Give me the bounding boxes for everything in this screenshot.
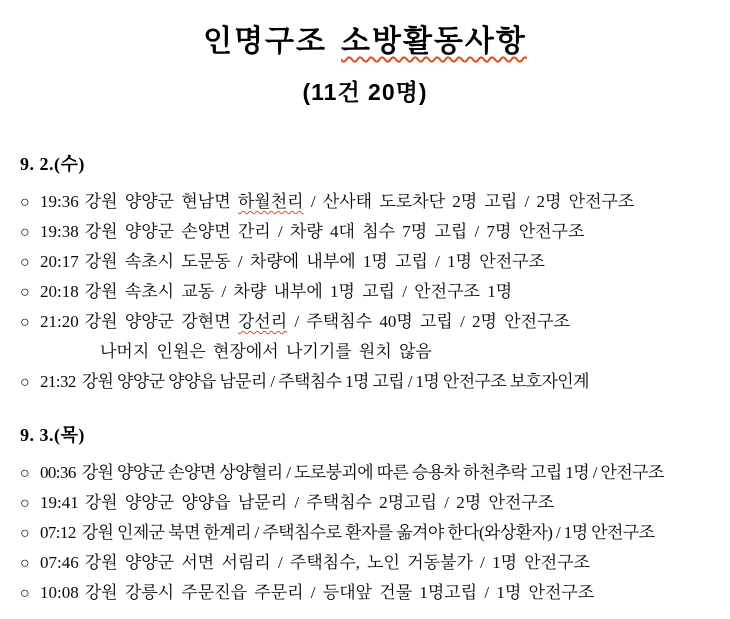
rescue-entry [20, 548, 712, 578]
circle-bullet: ○ [20, 495, 30, 512]
rescue-entry [20, 488, 712, 518]
entry-text: 강원 양양군 서면 서림리 / 주택침수, 노인 거동불가 / 1명 안전구조 [84, 553, 590, 572]
entry-time: 19:38 [40, 222, 79, 241]
entry-text: 강원 양양군 손양면 간리 / 차량 4대 침수 7명 고립 / 7명 안전구조 [84, 222, 585, 241]
entry-time: 21:32 [40, 372, 76, 391]
misspelled-place-name: 강선리 [237, 312, 288, 331]
entry-text: 강원 양양군 강현면 강선리 / 주택침수 40명 고립 / 2명 안전구조 [84, 312, 570, 331]
circle-bullet: ○ [20, 314, 30, 331]
case-person-count: (11건 20명) [302, 79, 428, 105]
circle-bullet: ○ [20, 284, 30, 301]
entry-time: 20:18 [40, 282, 79, 301]
entry-time: 20:17 [40, 252, 79, 271]
entry-text: 강원 속초시 교동 / 차량 내부에 1명 고립 / 안전구조 1명 [84, 282, 513, 301]
rescue-entry [20, 187, 712, 217]
circle-bullet: ○ [20, 374, 30, 391]
rescue-entry [20, 247, 712, 277]
entry-list [20, 187, 712, 397]
circle-bullet: ○ [20, 525, 30, 542]
entry-time: 19:41 [40, 493, 79, 512]
entry-text: 강원 양양군 현남면 하월천리 / 산사태 도로차단 2명 고립 / 2명 안전구조 [84, 192, 635, 211]
entry-text: 강원 속초시 도문동 / 차량에 내부에 1명 고립 / 1명 안전구조 [84, 252, 545, 271]
entry-text: 강원 인제군 북면 한계리 / 주택침수로 환자를 옮겨야 한다(와상환자) / 1명 안전구조 [81, 523, 655, 542]
entry-text: 나머지 인원은 현장에서 나기기를 원치 않음 [100, 342, 432, 361]
entry-list [20, 458, 712, 608]
rescue-entry [20, 277, 712, 307]
entry-time: 21:20 [40, 312, 79, 331]
entry-time: 07:46 [40, 553, 79, 572]
entry-time: 07:12 [40, 523, 76, 542]
section-sep-3 [0, 423, 730, 608]
rescue-entry [20, 458, 712, 488]
entry-time: 00:36 [40, 463, 76, 482]
circle-bullet: ○ [20, 194, 30, 211]
rescue-entry-continuation [20, 337, 712, 367]
entry-text: 강원 양양군 양양읍 남문리 / 주택침수 1명 고립 / 1명 안전구조 보호자인계 [81, 372, 589, 391]
entry-time: 10:08 [40, 583, 79, 602]
entry-text: 강원 양양군 손양면 상양혈리 / 도로붕괴에 따른 승용차 하천추락 고립 1명 / 안전구조 [81, 463, 664, 482]
entry-time: 19:36 [40, 192, 79, 211]
entry-text: 강원 강릉시 주문진읍 주문리 / 등대앞 건물 1명고립 / 1명 안전구조 [84, 583, 595, 602]
section-date-heading: 9. 2.(수) [20, 154, 85, 174]
title-text: 인명구조 [203, 25, 328, 58]
circle-bullet: ○ [20, 224, 30, 241]
circle-bullet: ○ [20, 254, 30, 271]
title-text-underlined: 소방활동사항 [341, 25, 527, 58]
section-date-heading: 9. 3.(목) [20, 425, 85, 445]
page-title [0, 0, 730, 60]
circle-bullet: ○ [20, 585, 30, 602]
rescue-entry [20, 518, 712, 548]
entry-text: 강원 양양군 양양읍 남문리 / 주택침수 2명고립 / 2명 안전구조 [84, 493, 555, 512]
circle-bullet: ○ [20, 555, 30, 572]
rescue-entry [20, 578, 712, 608]
rescue-entry [20, 367, 712, 397]
rescue-entry [20, 307, 712, 337]
rescue-entry [20, 217, 712, 247]
misspelled-place-name: 하월천리 [237, 192, 304, 211]
circle-bullet: ○ [20, 465, 30, 482]
section-sep-2 [0, 152, 730, 397]
